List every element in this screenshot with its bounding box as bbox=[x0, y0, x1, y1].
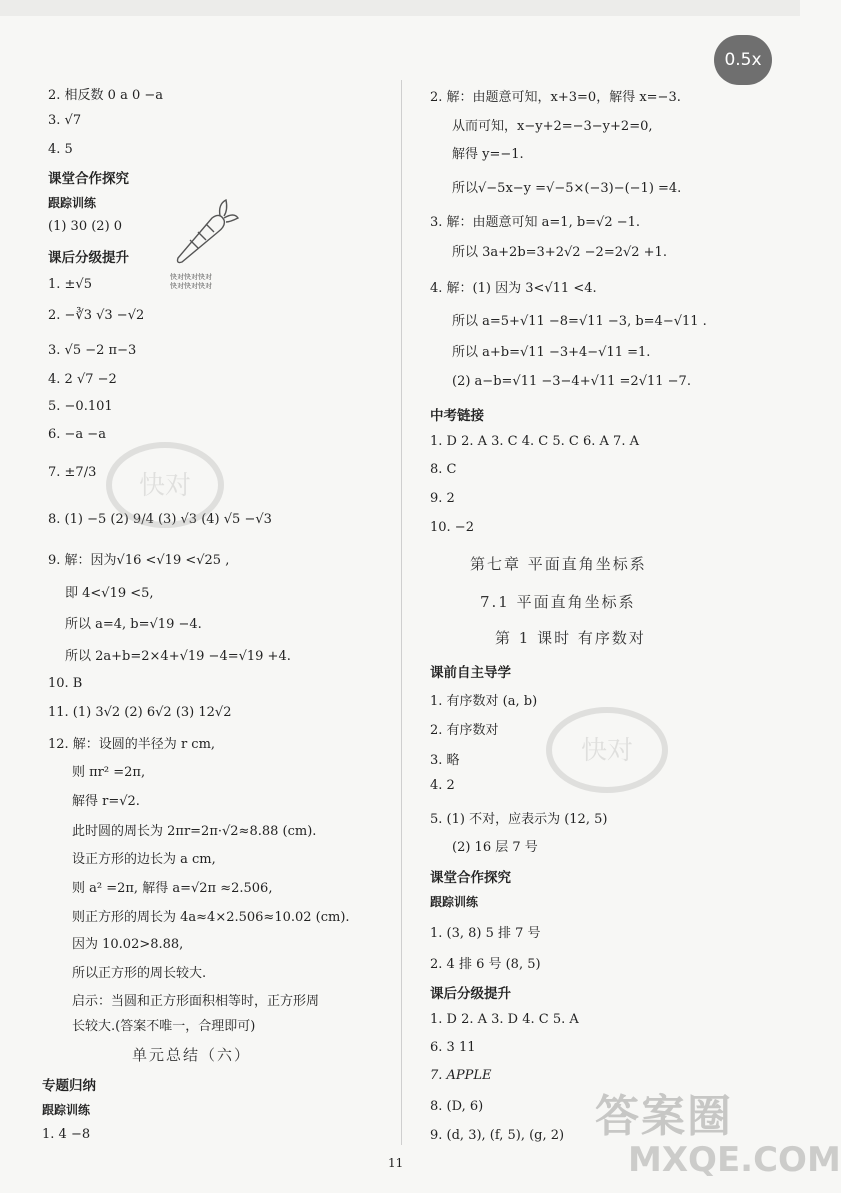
answer-line: 1. 4 −8 bbox=[42, 1127, 91, 1142]
answer-line: 所以 3a+2b=3+2√2 −2=2√2 +1. bbox=[452, 245, 667, 260]
answer-line: 4. 5 bbox=[48, 142, 73, 157]
answer-line: 3. 解：由题意可知 a=1, b=√2 −1. bbox=[430, 215, 641, 230]
answer-line: 7. APPLE bbox=[430, 1068, 492, 1083]
section-heading: 课后分级提升 bbox=[430, 986, 511, 1002]
answer-line: 11. (1) 3√2 (2) 6√2 (3) 12√2 bbox=[48, 705, 232, 720]
answer-line: 6. 3 11 bbox=[430, 1040, 476, 1055]
answer-line: 8. (D, 6) bbox=[430, 1099, 484, 1114]
answer-line: 4. 2 bbox=[430, 778, 455, 793]
answer-line: 解得 r=√2. bbox=[72, 794, 140, 809]
answer-line: (2) a−b=√11 −3−4+√11 =2√11 −7. bbox=[452, 374, 691, 389]
unit-summary-title: 单元总结（六） bbox=[132, 1046, 252, 1064]
stamp-icon bbox=[105, 440, 225, 530]
carrot-icon bbox=[168, 196, 240, 276]
answer-line: 因为 10.02>8.88, bbox=[72, 937, 184, 952]
answer-line: 3. √7 bbox=[48, 113, 82, 128]
answer-line: 所以正方形的周长较大. bbox=[72, 966, 207, 981]
answer-line: 5. (1) 不对，应表示为 (12, 5) bbox=[430, 812, 608, 827]
lesson-title: 第 1 课时 有序数对 bbox=[495, 629, 646, 647]
carrot-caption bbox=[170, 273, 212, 291]
answer-line: 2. 有序数对 bbox=[430, 723, 499, 738]
answer-line: 则正方形的周长为 4a≈4×2.506≈10.02 (cm). bbox=[72, 910, 350, 925]
section-title: 7.1 平面直角坐标系 bbox=[480, 593, 636, 611]
answer-line: 启示：当圆和正方形面积相等时，正方形周 bbox=[72, 994, 320, 1009]
subsection-heading: 跟踪训练 bbox=[430, 895, 479, 909]
answer-line: 则 a² =2π, 解得 a=√2π ≈2.506, bbox=[72, 881, 273, 896]
answer-line: 10. B bbox=[48, 676, 83, 691]
subsection-heading: 跟踪训练 bbox=[48, 196, 97, 210]
section-heading: 专题归纳 bbox=[42, 1078, 96, 1094]
answer-line: 4. 2 √7 −2 bbox=[48, 372, 117, 387]
answer-line: 1. ±√5 bbox=[48, 277, 92, 292]
answer-line: 3. √5 −2 π−3 bbox=[48, 343, 137, 358]
answer-line: 2. −∛3 √3 −√2 bbox=[48, 308, 145, 323]
answer-line: 1. D 2. A 3. D 4. C 5. A bbox=[430, 1012, 579, 1027]
answer-line: 8. C bbox=[430, 462, 457, 477]
answer-line: 5. −0.101 bbox=[48, 399, 113, 414]
answer-line: 6. −a −a bbox=[48, 427, 106, 442]
chapter-title: 第七章 平面直角坐标系 bbox=[470, 555, 647, 573]
answer-line: 即 4<√19 <5, bbox=[65, 586, 154, 601]
answer-line: 则 πr² =2π, bbox=[72, 765, 146, 780]
carrot-caption-line: 快对快对快对 bbox=[170, 273, 212, 281]
answer-line: 设正方形的边长为 a cm, bbox=[72, 852, 216, 867]
answer-line: 此时圆的周长为 2πr=2π·√2≈8.88 (cm). bbox=[72, 824, 317, 839]
stamp-text: 快对 bbox=[580, 736, 634, 766]
answer-line: 所以 a+b=√11 −3+4−√11 =1. bbox=[452, 345, 651, 360]
answer-line: (2) 16 层 7 号 bbox=[452, 840, 538, 855]
answer-line: (1) 30 (2) 0 bbox=[48, 219, 123, 234]
answer-line: 4. 解：(1) 因为 3<√11 <4. bbox=[430, 281, 597, 296]
stamp-text: 快对 bbox=[138, 471, 192, 501]
answer-line: 1. 有序数对 (a, b) bbox=[430, 694, 538, 709]
answer-line: 9. 解：因为√16 <√19 <√25 , bbox=[48, 553, 230, 568]
watermark-url: MXQE.COM bbox=[628, 1140, 841, 1180]
answer-line: 9. (d, 3), (f, 5), (g, 2) bbox=[430, 1128, 565, 1143]
section-heading: 课前自主导学 bbox=[430, 665, 511, 681]
watermark-logo: 答案圈 bbox=[595, 1091, 733, 1142]
answer-line: 长较大.(答案不唯一，合理即可) bbox=[72, 1019, 256, 1034]
answer-line: 7. ±7/3 bbox=[48, 465, 97, 480]
top-bar bbox=[0, 0, 800, 16]
answer-line: 所以 a=5+√11 −8=√11 −3, b=4−√11 . bbox=[452, 314, 707, 329]
subsection-heading: 跟踪训练 bbox=[42, 1103, 91, 1117]
answer-line: 从而可知，x−y+2=−3−y+2=0, bbox=[452, 119, 653, 134]
answer-line: 8. (1) −5 (2) 9/4 (3) √3 (4) √5 −√3 bbox=[48, 512, 272, 527]
section-heading: 课堂合作探究 bbox=[48, 171, 129, 187]
stamp-icon bbox=[545, 705, 670, 795]
column-divider bbox=[401, 80, 402, 1145]
carrot-caption-line: 快对快对快对 bbox=[170, 282, 212, 290]
answer-line: 2. 解：由题意可知，x+3=0，解得 x=−3. bbox=[430, 90, 681, 105]
answer-line: 解得 y=−1. bbox=[452, 147, 524, 162]
answer-line: 2. 4 排 6 号 (8, 5) bbox=[430, 957, 541, 972]
answer-line: 1. (3, 8) 5 排 7 号 bbox=[430, 926, 541, 941]
answer-line: 2. 相反数 0 a 0 −a bbox=[48, 88, 164, 103]
answer-line: 所以 2a+b=2×4+√19 −4=√19 +4. bbox=[65, 649, 291, 664]
section-heading: 中考链接 bbox=[430, 408, 484, 424]
answer-line: 1. D 2. A 3. C 4. C 5. C 6. A 7. A bbox=[430, 434, 639, 449]
page-number: 11 bbox=[388, 1156, 404, 1170]
answer-line: 3. 略 bbox=[430, 753, 460, 768]
answer-line: 所以 a=4, b=√19 −4. bbox=[65, 617, 202, 632]
answer-line: 所以√−5x−y =√−5×(−3)−(−1) =4. bbox=[452, 181, 682, 196]
section-heading: 课堂合作探究 bbox=[430, 870, 511, 886]
answer-line: 9. 2 bbox=[430, 491, 455, 506]
answer-line: 12. 解：设圆的半径为 r cm, bbox=[48, 737, 216, 752]
section-heading: 课后分级提升 bbox=[48, 250, 129, 266]
playback-speed-button[interactable]: 0.5x bbox=[714, 35, 772, 85]
answer-line: 10. −2 bbox=[430, 520, 474, 535]
